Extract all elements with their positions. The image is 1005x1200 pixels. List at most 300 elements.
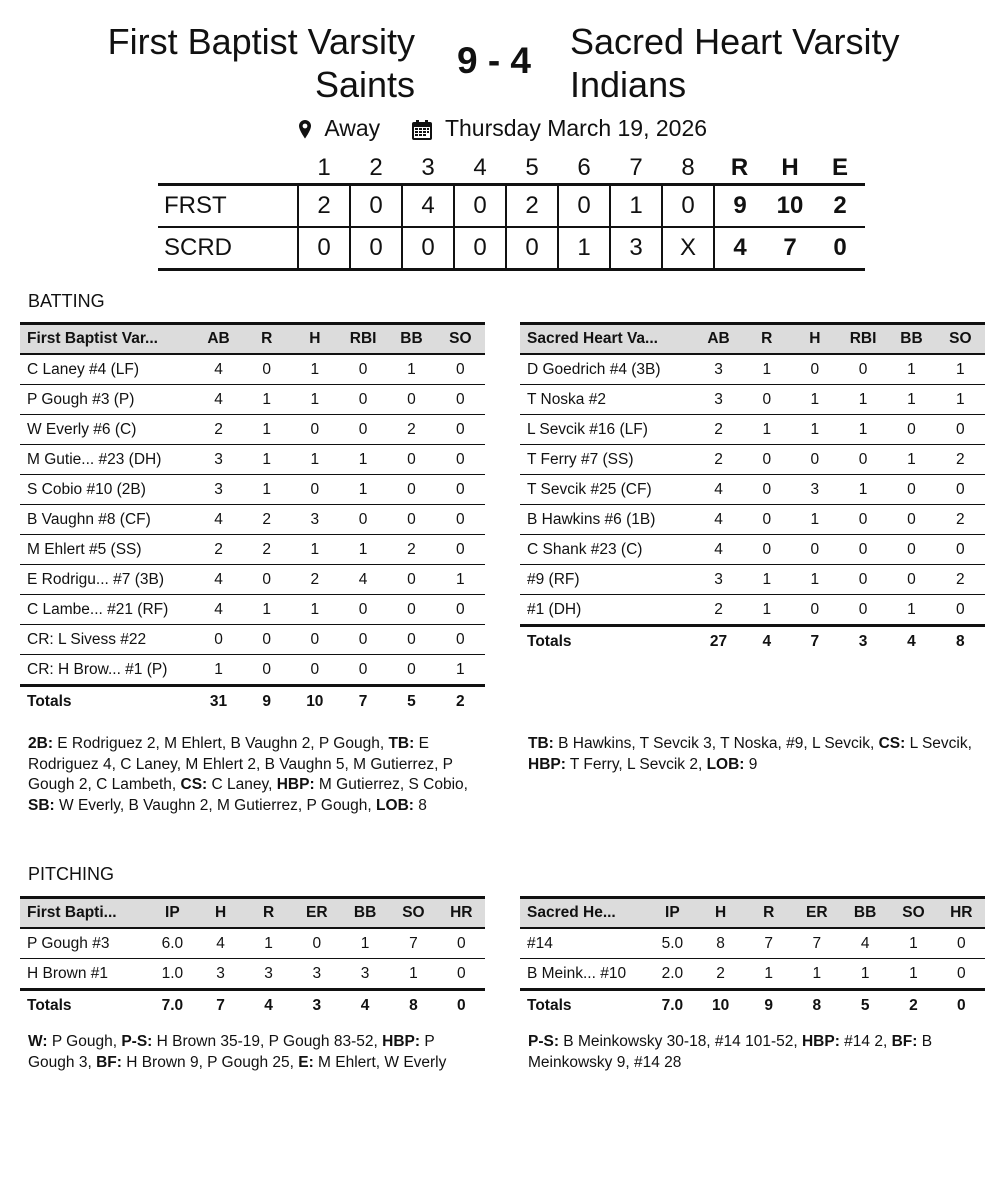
table-row <box>20 625 485 655</box>
stat-cell: 8 <box>697 928 745 959</box>
stat-cell: 0 <box>743 385 791 415</box>
totals-cell: 10 <box>291 686 339 717</box>
stat-cell: 4 <box>194 595 242 625</box>
player-name: D Goedrich #4 (3B) <box>520 354 694 385</box>
stat-cell: 4 <box>694 475 742 505</box>
note-text: P Gough 3, <box>28 1033 435 1071</box>
stat-cell: 1 <box>243 415 291 445</box>
stat-cell: 0 <box>291 655 339 686</box>
totals-cell: 8 <box>389 990 437 1021</box>
away-team-block <box>570 20 990 106</box>
stat-cell: 1 <box>339 445 387 475</box>
stat-cell: 0 <box>938 928 985 959</box>
stat-column-header: BB <box>887 324 935 355</box>
stat-column-header: SO <box>389 898 437 929</box>
player-name: W Everly #6 (C) <box>20 415 194 445</box>
note-text: B Hawkins, T Sevcik 3, T Noska, #9, L Sevcik, <box>553 735 879 752</box>
player-name: B Vaughn #8 (CF) <box>20 505 194 535</box>
totals-cell: 2 <box>436 686 485 717</box>
note-label: SB: <box>28 796 55 814</box>
stat-cell: 2 <box>194 415 242 445</box>
stat-column-header: SO <box>936 324 985 355</box>
team-column-header: First Baptist Var... <box>20 324 194 355</box>
linescore-team: SCRD <box>158 227 298 270</box>
stat-cell: 0 <box>791 535 839 565</box>
note-label: HBP: <box>801 1033 840 1050</box>
note-text: E Rodriguez 2, M Ehlert, B Vaughn 2, P Gough, <box>52 735 389 752</box>
inning-header: 1 <box>317 154 331 181</box>
stat-cell: 4 <box>339 565 387 595</box>
note-text: T Ferry, L Sevcik 2, <box>565 755 707 773</box>
stat-cell: 0 <box>743 535 791 565</box>
table-row <box>20 535 485 565</box>
linescore-corner <box>158 153 298 185</box>
totals-cell: 7.0 <box>648 990 696 1021</box>
player-name: L Sevcik #16 (LF) <box>520 415 694 445</box>
home-team-block <box>0 20 415 106</box>
table-header-row <box>520 324 985 355</box>
note-text: C Laney, <box>207 776 277 793</box>
totals-cell: 3 <box>293 990 341 1021</box>
stat-cell: 3 <box>245 959 293 990</box>
away-team-mascot: Indians <box>570 64 687 105</box>
batting-notes-home <box>28 734 488 816</box>
stat-cell: 0 <box>839 565 887 595</box>
totals-cell: 4 <box>887 626 935 657</box>
stat-cell: 3 <box>341 959 389 990</box>
table-row <box>520 475 985 505</box>
note-text: B Meinkowsky 9, #14 28 <box>528 1033 933 1071</box>
stat-column-header: R <box>243 324 291 355</box>
stat-cell: 0 <box>887 565 935 595</box>
stat-cell: 0 <box>194 625 242 655</box>
stat-cell: 0 <box>436 475 485 505</box>
total-errors: 0 <box>815 227 865 270</box>
stat-cell: 0 <box>938 959 985 990</box>
stat-cell: 4 <box>694 535 742 565</box>
stat-column-header: BB <box>341 898 389 929</box>
stat-cell: 1 <box>243 385 291 415</box>
stat-cell: 0 <box>436 415 485 445</box>
inning-runs: 0 <box>454 227 506 270</box>
table-row <box>20 655 485 686</box>
stat-column-header: IP <box>148 898 196 929</box>
note-text: E Rodriguez 4, C Laney, M Ehlert 2, B Vaughn 5, M Gutierrez, P Gough 2, C Lambeth, <box>28 735 453 793</box>
player-name: M Gutie... #23 (DH) <box>20 445 194 475</box>
totals-cell: 31 <box>194 686 242 717</box>
stat-cell: 0 <box>436 445 485 475</box>
table-row <box>520 535 985 565</box>
player-name: S Cobio #10 (2B) <box>20 475 194 505</box>
stat-cell: 2 <box>243 535 291 565</box>
player-name: T Sevcik #25 (CF) <box>520 475 694 505</box>
totals-label: Totals <box>20 990 148 1021</box>
stat-cell: 4 <box>194 565 242 595</box>
linescore-row <box>158 185 865 228</box>
table-row <box>520 415 985 445</box>
linescore-row <box>158 227 865 270</box>
stat-cell: 0 <box>436 595 485 625</box>
stat-cell: 1 <box>389 959 437 990</box>
totals-cell: 7 <box>197 990 245 1021</box>
player-name: B Hawkins #6 (1B) <box>520 505 694 535</box>
stat-cell: 4 <box>197 928 245 959</box>
stat-cell: 0 <box>887 505 935 535</box>
note-label: CS: <box>878 735 906 752</box>
stat-cell: 2.0 <box>648 959 696 990</box>
note-label: TB: <box>528 735 554 752</box>
stat-cell: 1 <box>936 354 985 385</box>
stat-cell: 0 <box>436 505 485 535</box>
table-header-row <box>520 898 985 929</box>
table-row <box>20 385 485 415</box>
stat-cell: 0 <box>243 655 291 686</box>
stat-cell: 1 <box>243 595 291 625</box>
stat-cell: 0 <box>387 565 435 595</box>
inning-header: 5 <box>525 154 539 181</box>
stat-cell: 4 <box>194 354 242 385</box>
inning-runs: 4 <box>402 185 454 228</box>
stat-cell: 1 <box>839 475 887 505</box>
stat-cell: 1 <box>791 505 839 535</box>
pitching-table-away <box>520 896 985 1020</box>
stat-cell: 0 <box>291 415 339 445</box>
errors-header: E <box>831 154 848 181</box>
stat-column-header: H <box>697 898 745 929</box>
table-row <box>20 475 485 505</box>
stat-cell: 0 <box>839 595 887 626</box>
stat-cell: 0 <box>291 475 339 505</box>
note-label: P-S: <box>528 1033 559 1050</box>
location-text: Away <box>324 115 381 142</box>
stat-cell: 0 <box>339 505 387 535</box>
stat-cell: 1 <box>743 565 791 595</box>
totals-cell: 8 <box>936 626 985 657</box>
stat-cell: 0 <box>387 655 435 686</box>
stat-column-header: SO <box>436 324 485 355</box>
note-label: HBP: <box>276 776 315 793</box>
note-label: HBP: <box>382 1033 421 1050</box>
stat-cell: 1 <box>291 535 339 565</box>
stat-cell: 2 <box>387 535 435 565</box>
stat-cell: 0 <box>936 535 985 565</box>
stat-cell: 1 <box>887 445 935 475</box>
player-name: #14 <box>520 928 648 959</box>
stat-column-header: RBI <box>339 324 387 355</box>
stat-cell: 1 <box>243 475 291 505</box>
stat-cell: 3 <box>194 475 242 505</box>
total-errors: 2 <box>815 185 865 228</box>
inning-runs: 0 <box>506 227 558 270</box>
note-label: W: <box>28 1033 48 1050</box>
player-name: CR: H Brow... #1 (P) <box>20 655 194 686</box>
stat-cell: 1 <box>194 655 242 686</box>
stat-cell: 4 <box>194 505 242 535</box>
table-row <box>520 959 985 990</box>
stat-cell: 3 <box>791 475 839 505</box>
totals-cell: 7 <box>791 626 839 657</box>
stat-cell: 0 <box>387 385 435 415</box>
stat-cell: 4 <box>694 505 742 535</box>
table-row <box>20 445 485 475</box>
inning-header: 2 <box>369 154 383 181</box>
stat-cell: 1 <box>339 535 387 565</box>
stat-cell: 0 <box>436 385 485 415</box>
inning-runs: 0 <box>350 185 402 228</box>
stat-cell: 2 <box>936 505 985 535</box>
stat-cell: 3 <box>293 959 341 990</box>
stat-column-header: BB <box>841 898 889 929</box>
totals-label: Totals <box>520 990 648 1021</box>
stat-cell: 0 <box>887 415 935 445</box>
pitching-notes-home <box>28 1032 473 1073</box>
stat-cell: 0 <box>339 655 387 686</box>
stat-cell: 1 <box>889 928 937 959</box>
player-name: E Rodrigu... #7 (3B) <box>20 565 194 595</box>
inning-header: 3 <box>421 154 435 181</box>
stat-cell: 1 <box>291 354 339 385</box>
inning-header: 8 <box>681 154 695 181</box>
totals-cell: 5 <box>387 686 435 717</box>
stat-cell: 1.0 <box>148 959 196 990</box>
note-text: W Everly, B Vaughn 2, M Gutierrez, P Gough, <box>54 796 377 814</box>
totals-cell: 7.0 <box>148 990 196 1021</box>
player-name: B Meink... #10 <box>520 959 648 990</box>
batting-table-home <box>20 322 485 716</box>
table-row <box>20 928 485 959</box>
home-team-name: First Baptist Varsity <box>107 21 415 62</box>
inning-runs: X <box>662 227 714 270</box>
table-row <box>20 959 485 990</box>
player-name: C Lambe... #21 (RF) <box>20 595 194 625</box>
stat-cell: 1 <box>841 959 889 990</box>
stat-cell: 2 <box>291 565 339 595</box>
stat-cell: 0 <box>293 928 341 959</box>
table-row <box>520 595 985 626</box>
stat-cell: 5.0 <box>648 928 696 959</box>
totals-cell: 0 <box>938 990 985 1021</box>
stat-column-header: H <box>291 324 339 355</box>
stat-cell: 0 <box>243 565 291 595</box>
note-text: #14 2, <box>839 1033 892 1050</box>
table-row <box>520 928 985 959</box>
inning-runs: 0 <box>662 185 714 228</box>
stat-cell: 1 <box>791 415 839 445</box>
stat-cell: 2 <box>697 959 745 990</box>
stat-cell: 1 <box>791 565 839 595</box>
stat-cell: 2 <box>694 595 742 626</box>
inning-runs: 1 <box>610 185 662 228</box>
stat-cell: 3 <box>291 505 339 535</box>
table-row <box>20 415 485 445</box>
note-label: E: <box>298 1053 314 1071</box>
stat-cell: 0 <box>243 354 291 385</box>
stat-cell: 1 <box>887 385 935 415</box>
player-name: M Ehlert #5 (SS) <box>20 535 194 565</box>
stat-cell: 1 <box>936 385 985 415</box>
stat-cell: 1 <box>743 595 791 626</box>
totals-cell: 27 <box>694 626 742 657</box>
stat-cell: 1 <box>743 354 791 385</box>
stat-cell: 6.0 <box>148 928 196 959</box>
player-name: C Shank #23 (C) <box>520 535 694 565</box>
note-text: M Ehlert, W Everly <box>313 1053 447 1071</box>
note-text: L Sevcik, <box>905 735 972 752</box>
note-label: TB: <box>388 735 415 752</box>
inning-runs: 0 <box>558 185 610 228</box>
batting-notes-away <box>528 734 988 775</box>
player-name: CR: L Sivess #22 <box>20 625 194 655</box>
totals-row <box>520 626 985 657</box>
stat-cell: 0 <box>839 445 887 475</box>
player-name: T Ferry #7 (SS) <box>520 445 694 475</box>
table-header-row <box>20 324 485 355</box>
inning-header: 4 <box>473 154 487 181</box>
game-meta <box>0 114 1005 142</box>
note-label: CS: <box>180 776 208 793</box>
totals-cell: 10 <box>697 990 745 1021</box>
table-row <box>20 595 485 625</box>
totals-row <box>520 990 985 1021</box>
table-row <box>520 565 985 595</box>
stat-cell: 1 <box>387 354 435 385</box>
stat-cell: 1 <box>243 445 291 475</box>
game-date: Thursday March 19, 2026 <box>444 115 708 142</box>
stat-column-header: HR <box>438 898 485 929</box>
stat-cell: 0 <box>839 354 887 385</box>
line-score <box>158 153 865 271</box>
note-label: LOB: <box>706 755 745 773</box>
away-team-name: Sacred Heart Varsity <box>570 21 900 62</box>
stat-cell: 1 <box>743 415 791 445</box>
totals-cell: 4 <box>245 990 293 1021</box>
calendar-icon <box>411 115 433 142</box>
stat-cell: 2 <box>936 445 985 475</box>
player-name: P Gough #3 (P) <box>20 385 194 415</box>
stat-cell: 0 <box>438 959 485 990</box>
stat-cell: 0 <box>339 354 387 385</box>
totals-label: Totals <box>20 686 194 717</box>
stat-cell: 0 <box>791 445 839 475</box>
table-row <box>520 505 985 535</box>
inning-runs: 0 <box>298 227 350 270</box>
stat-cell: 0 <box>387 625 435 655</box>
stat-cell: 2 <box>194 535 242 565</box>
stat-cell: 0 <box>936 475 985 505</box>
totals-row <box>20 686 485 717</box>
stat-cell: 3 <box>694 565 742 595</box>
table-row <box>520 354 985 385</box>
note-label: P-S: <box>121 1033 153 1050</box>
stat-column-header: ER <box>293 898 341 929</box>
stat-cell: 2 <box>243 505 291 535</box>
stat-cell: 0 <box>436 354 485 385</box>
stat-cell: 3 <box>197 959 245 990</box>
note-text: H Brown 35-19, P Gough 83-52, <box>152 1033 383 1050</box>
stat-cell: 7 <box>793 928 841 959</box>
player-name: H Brown #1 <box>20 959 148 990</box>
table-row <box>20 505 485 535</box>
note-label: HBP: <box>528 755 566 773</box>
total-hits: 10 <box>765 185 815 228</box>
stat-column-header: AB <box>694 324 742 355</box>
stat-column-header: IP <box>648 898 696 929</box>
stat-cell: 0 <box>339 415 387 445</box>
stat-cell: 2 <box>694 445 742 475</box>
stat-cell: 1 <box>341 928 389 959</box>
note-text: 9 <box>744 755 758 773</box>
stat-cell: 0 <box>743 445 791 475</box>
totals-cell: 0 <box>438 990 485 1021</box>
stat-column-header: SO <box>889 898 937 929</box>
totals-cell: 5 <box>841 990 889 1021</box>
final-score: 9 - 4 <box>456 40 532 81</box>
stat-cell: 1 <box>291 445 339 475</box>
stat-cell: 7 <box>389 928 437 959</box>
table-row <box>20 354 485 385</box>
hits-header: H <box>781 154 799 181</box>
stat-column-header: H <box>791 324 839 355</box>
stat-cell: 0 <box>387 505 435 535</box>
inning-header: 7 <box>629 154 643 181</box>
stat-cell: 3 <box>194 445 242 475</box>
team-column-header: First Bapti... <box>20 898 148 929</box>
stat-cell: 1 <box>291 385 339 415</box>
note-text: P Gough, <box>47 1033 122 1050</box>
player-name: #1 (DH) <box>520 595 694 626</box>
location-pin-icon <box>298 115 312 142</box>
stat-cell: 1 <box>839 385 887 415</box>
inning-runs: 2 <box>298 185 350 228</box>
stat-column-header: AB <box>194 324 242 355</box>
stat-cell: 0 <box>936 595 985 626</box>
inning-runs: 0 <box>402 227 454 270</box>
totals-cell: 9 <box>243 686 291 717</box>
note-text: 8 <box>413 796 427 814</box>
stat-column-header: R <box>745 898 793 929</box>
note-text: B Meinkowsky 30-18, #14 101-52, <box>559 1033 802 1050</box>
stat-cell: 1 <box>839 415 887 445</box>
stat-cell: 0 <box>887 475 935 505</box>
stat-column-header: HR <box>938 898 985 929</box>
table-row <box>20 565 485 595</box>
stat-cell: 0 <box>743 505 791 535</box>
stat-cell: 0 <box>791 354 839 385</box>
stat-cell: 1 <box>291 595 339 625</box>
totals-cell: 4 <box>341 990 389 1021</box>
stat-cell: 0 <box>436 625 485 655</box>
stat-column-header: BB <box>387 324 435 355</box>
table-row <box>520 445 985 475</box>
totals-cell: 4 <box>743 626 791 657</box>
stat-column-header: H <box>197 898 245 929</box>
pitching-table-home <box>20 896 485 1020</box>
stat-cell: 0 <box>936 415 985 445</box>
stat-column-header: R <box>245 898 293 929</box>
total-runs: 4 <box>714 227 765 270</box>
table-header-row <box>20 898 485 929</box>
player-name: T Noska #2 <box>520 385 694 415</box>
inning-runs: 3 <box>610 227 662 270</box>
home-team-mascot: Saints <box>314 64 415 105</box>
note-label: BF: <box>891 1033 918 1050</box>
inning-runs: 1 <box>558 227 610 270</box>
note-label: 2B: <box>28 735 53 752</box>
pitching-notes-away <box>528 1032 988 1073</box>
stat-cell: 3 <box>694 354 742 385</box>
note-label: LOB: <box>376 796 414 814</box>
totals-cell: 7 <box>339 686 387 717</box>
